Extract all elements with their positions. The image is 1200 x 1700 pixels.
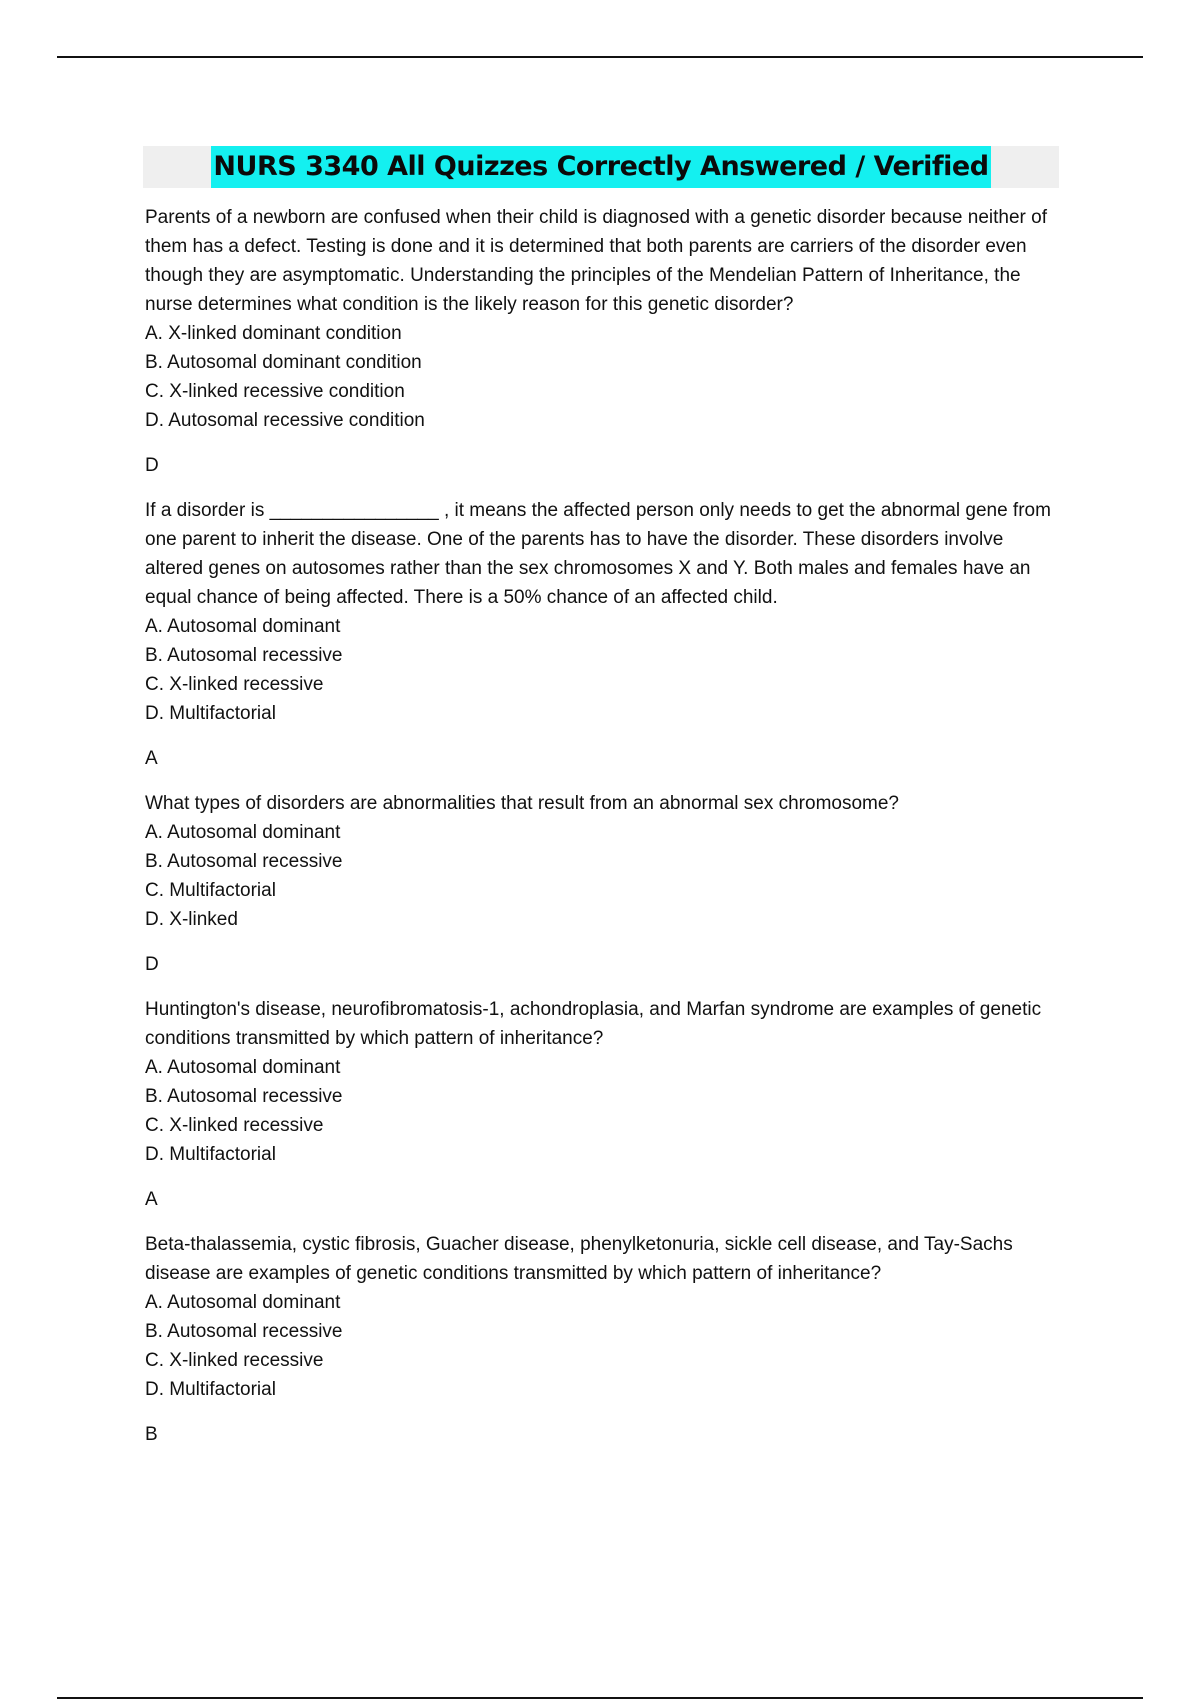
question-block bbox=[145, 1230, 1065, 1449]
answer-key: A bbox=[145, 1189, 158, 1210]
question-block bbox=[145, 496, 1065, 773]
option-item: A. Autosomal dominant bbox=[145, 1292, 341, 1313]
option-item: B. Autosomal dominant condition bbox=[145, 352, 422, 373]
answer-key: A bbox=[145, 748, 158, 769]
option-item: B. Autosomal recessive bbox=[145, 645, 343, 666]
question-block bbox=[145, 995, 1065, 1214]
option-item: A. X-linked dominant condition bbox=[145, 323, 402, 344]
option-list bbox=[145, 1053, 1065, 1169]
option-item: A. Autosomal dominant bbox=[145, 1057, 341, 1078]
answer-key: B bbox=[145, 1424, 158, 1445]
question-text: What types of disorders are abnormalities that result from an abnormal sex chromosome? bbox=[145, 793, 899, 814]
option-item: C. X-linked recessive bbox=[145, 1115, 324, 1136]
option-item: B. Autosomal recessive bbox=[145, 851, 343, 872]
header-rule bbox=[57, 56, 1143, 58]
option-item: D. X-linked bbox=[145, 909, 238, 930]
quiz-content bbox=[145, 203, 1065, 1465]
option-item: A. Autosomal dominant bbox=[145, 616, 341, 637]
option-item: C. Multifactorial bbox=[145, 880, 276, 901]
option-item: D. Autosomal recessive condition bbox=[145, 410, 425, 431]
question-block bbox=[145, 789, 1065, 979]
option-item: C. X-linked recessive bbox=[145, 1350, 324, 1371]
option-list bbox=[145, 612, 1065, 728]
question-text: If a disorder is ________________ , it means the affected person only needs to get the abnormal gene from one parent to inherit the disease. One of the parents has to have the disorder. These disorders involve altered genes on autosomes rather than the sex chromosomes X and Y. Both males and females have an equal chance of being affected. There is a 50% chance of an affected child. bbox=[145, 500, 1051, 608]
option-item: C. X-linked recessive bbox=[145, 674, 324, 695]
document-title: NURS 3340 All Quizzes Correctly Answered / Verified bbox=[211, 146, 990, 188]
question-text: Beta-thalassemia, cystic fibrosis, Guacher disease, phenylketonuria, sickle cell disease, and Tay-Sachs disease are examples of genetic conditions transmitted by which pattern of inheritance? bbox=[145, 1234, 1013, 1284]
question-block bbox=[145, 203, 1065, 480]
answer-key: D bbox=[145, 954, 159, 975]
title-band bbox=[143, 146, 1059, 188]
question-text: Huntington's disease, neurofibromatosis-1, achondroplasia, and Marfan syndrome are examples of genetic conditions transmitted by which pattern of inheritance? bbox=[145, 999, 1042, 1049]
answer-key: D bbox=[145, 455, 159, 476]
option-list bbox=[145, 818, 1065, 934]
option-item: B. Autosomal recessive bbox=[145, 1321, 343, 1342]
option-item: D. Multifactorial bbox=[145, 1379, 276, 1400]
option-list bbox=[145, 1288, 1065, 1404]
question-text: Parents of a newborn are confused when their child is diagnosed with a genetic disorder because neither of them has a defect. Testing is done and it is determined that both parents are carriers of the disorder even though they are asymptomatic. Understanding the principles of the Mendelian Pattern of Inheritance, the nurse determines what condition is the likely reason for this genetic disorder? bbox=[145, 207, 1047, 315]
option-list bbox=[145, 319, 1065, 435]
option-item: C. X-linked recessive condition bbox=[145, 381, 405, 402]
option-item: A. Autosomal dominant bbox=[145, 822, 341, 843]
option-item: D. Multifactorial bbox=[145, 703, 276, 724]
footer-rule bbox=[57, 1697, 1143, 1699]
option-item: B. Autosomal recessive bbox=[145, 1086, 343, 1107]
option-item: D. Multifactorial bbox=[145, 1144, 276, 1165]
